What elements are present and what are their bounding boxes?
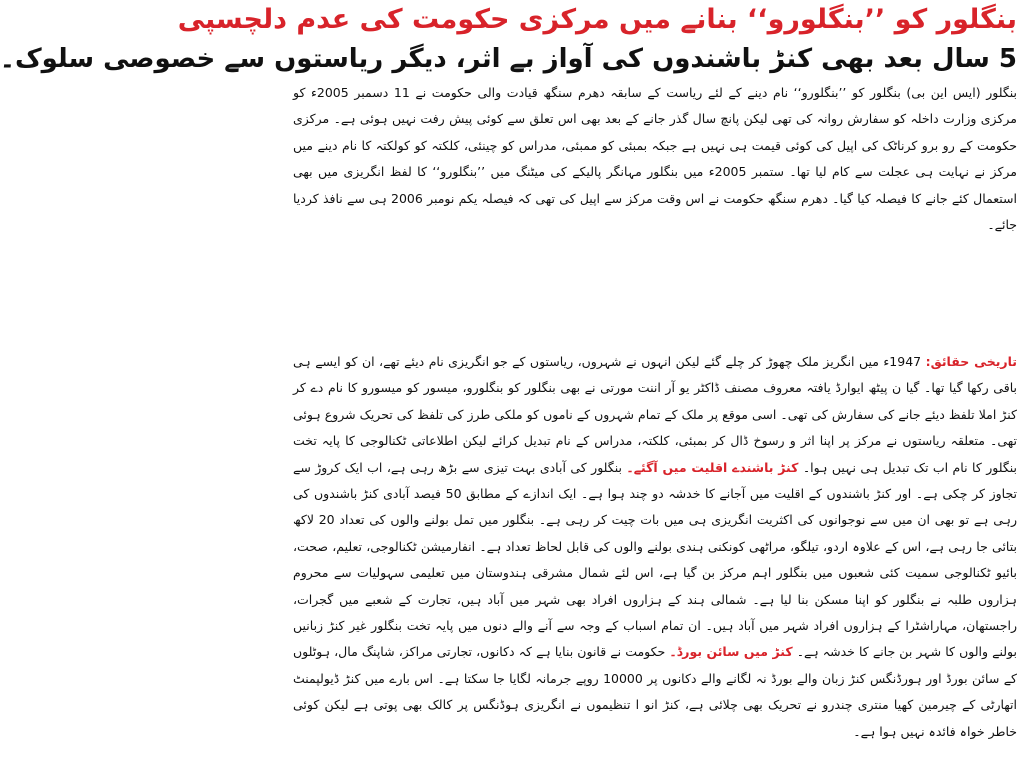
- subheading-kannada-minority: کنڑ باشندے اقلیت میں آگئے۔: [626, 459, 799, 475]
- article-paragraph-intro: بنگلور (ایس این بی) بنگلور کو ’’بنگلورو‘‘ نام دینے کے لئے ریاست کے سابقہ دھرم سنگھ قیادت والی حکومت نے 11 دسمبر 2005ء کو مرکزی وزارت داخلہ کو سفارش روانہ کی تھی لیکن پانچ سال گذر جانے کے بعد بھی اس تعلق سے کوئی پیش رفت نہیں ہوئی ہے۔ مرکزی حکومت کے رو برو کرناٹک کی اپیل کی کوئی قیمت ہی نہیں ہے جبکہ بمبئی کو ممبئی، مدراس کو چینئی، کلکتہ کو کولکتہ کا نام دینے میں مرکز نے نہایت ہی عجلت سے کام لیا تھا۔ ستمبر 2005ء میں بنگلور مہانگر پالیکے کی میٹنگ میں ’’بنگلورو‘‘ کا لفظ انگریزی میں بھی استعمال کئے جانے کا فیصلہ کیا گیا۔ دھرم سنگھ حکومت نے اس وقت مرکز سے اپیل کی تھی کہ فیصلہ یکم نومبر 2006 ہی سے نافذ کردیا جائے۔: [293, 85, 1018, 233]
- subheading-kannada-signboards: کنڑ میں سائن بورڈ۔: [669, 644, 793, 660]
- article-paragraph-history: [293, 349, 1017, 767]
- history-text-part1: 1947ء میں انگریز ملک چھوڑ کر چلے گئے لیکن انہوں نے شہروں، ریاستوں کے جو انگریزی نام دیئے تھے، ان کو ایسے ہی باقی رکھا گیا تھا۔ گیا ن پیٹھ ایوارڈ یافتہ معروف مصنف ڈاکٹر یو آر اننت مورتی نے بھی بنگلور کو بنگلورو، میسور کو میسورو کا نام دے کر کنڑ املا تلفظ دیئے جانے کی سفارش کی تھی۔ اسی موقع پر ملک کے تمام شہروں کے ناموں کو ملکی طرز کی تلفظ کی تحریک شروع ہوئی تھی۔ متعلقہ ریاستوں نے مرکز پر اپنا اثر و رسوخ ڈال کر بمبئی، کلکتہ، مدراس کے نام تبدیل کرائے لیکن اطلاعاتی ٹکنالوجی کا پایہ تخت بنگلور کا نام اب تک تبدیل ہی نہیں ہوا۔: [293, 354, 1017, 475]
- history-text-part3: حکومت نے قانون بنایا ہے کہ دکانوں، تجارتی مراکز، شاپنگ مال، ہوٹلوں کے سائن بورڈ اور ہورڈنگس کنڑ زبان والے بورڈ نہ لگانے والے دکانوں پر 10000 روپے جرمانہ لگایا جا سکتا ہے۔ اس بارے میں کنڑ ڈیولپمنٹ اتھارٹی کے چیرمین کھیا منتری چندرو نے تحریک بھی چلائی ہے، کنڑ انو ا تنظیموں نے انگریزی ہوڈنگس پر کالک بھی پوتی ہے لیکن کوئی خاطر خواہ فائدہ نہیں ہوا ہے۔: [293, 644, 1017, 739]
- section-label-historical-facts: تاریخی حقائق:: [925, 354, 1018, 369]
- history-text-part2: بنگلور کی آبادی بہت تیزی سے بڑھ رہی ہے، اب ایک کروڑ سے تجاوز کر چکی ہے۔ اور کنڑ باشندوں کے اقلیت میں آجانے کا خدشہ دو چند ہوا ہے۔ ایک اندازے کے مطابق 50 فیصد آبادی کنڑ باشندوں کی رہی ہے تو بھی ان میں سے نوجوانوں کی اکثریت انگریزی ہی میں بات چیت کر رہی ہے۔ بنگلور میں تمل بولنے والوں کی تعداد 20 لاکھ بتائی جا رہی ہے، اس کے علاوہ اردو، تیلگو، مراٹھی کونکنی ہندی بولنے والوں کی قابل لحاظ تعداد ہے۔ انفارمیشن ٹکنالوجی، تعلیم، صحت، بائیو ٹکنالوجی سمیت کئی شعبوں میں بنگلور اہم مرکز بن گیا ہے، اس لئے شمال مشرقی ہندوستان میں تعلیمی سہولیات سے محروم ہزاروں طلبہ نے بنگلور کو اپنا مسکن بنا لیا ہے۔ شمالی ہند کے ہزاروں افراد بھی شہر میں آباد ہیں، تجارت کے شعبے میں گجرات، راجستھان، مہاراشٹرا کے ہزاروں افراد شہر میں آباد ہیں۔ ان تمام اسباب کے وجہ سے آنے والے دنوں میں پایہ تخت بنگلور غیر کنڑ زبانیں بولنے والوں کا شہر بن جانے کا خدشہ ہے۔: [293, 459, 1017, 660]
- headline-secondary: 5 سال بعد بھی کنڑ باشندوں کی آواز بے اثر، دیگر ریاستوں سے خصوصی سلوک۔: [0, 44, 1017, 74]
- headline-primary: بنگلور کو ’’بنگلورو‘‘ بنانے میں مرکزی حکومت کی عدم دلچسپی: [177, 4, 1017, 35]
